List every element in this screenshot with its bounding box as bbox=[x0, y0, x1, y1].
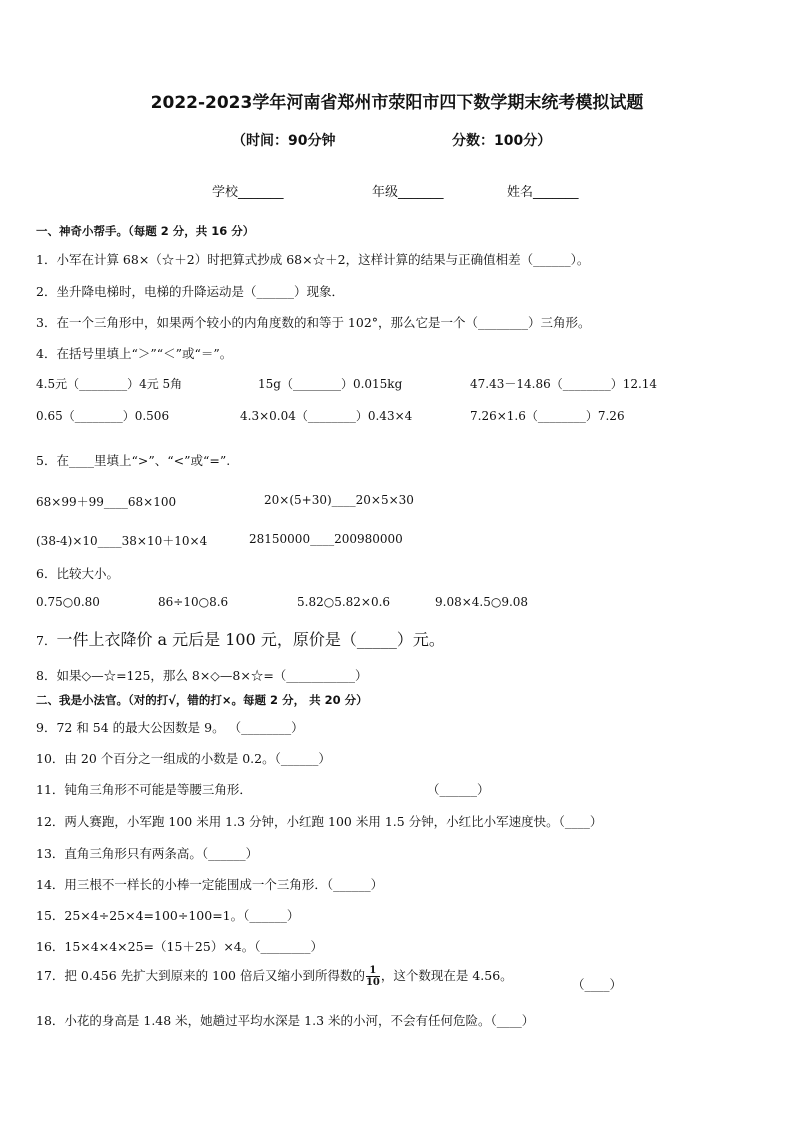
question-15: 15．25×4÷25×4=100÷100=1。（______） bbox=[36, 908, 300, 923]
question-8: 8．如果◇—☆=125，那么 8×◇—8×☆=（___________） bbox=[36, 668, 368, 683]
fraction-denominator: 10 bbox=[365, 977, 380, 988]
q7-number: 7． bbox=[36, 633, 57, 648]
question-13: 13．直角三角形只有两条高。（______） bbox=[36, 846, 259, 861]
question-3: 3．在一个三角形中，如果两个较小的内角度数的和等于 102°，那么它是一个（________）三角形。 bbox=[36, 315, 591, 330]
q6-item: 0.75○0.80 bbox=[36, 595, 100, 609]
exam-time: （时间：90分钟 bbox=[232, 133, 336, 149]
question-4: 4．在括号里填上“＞”“＜”或“＝”。 bbox=[36, 346, 233, 361]
q11-text: 11．钝角三角形不可能是等腰三角形． bbox=[36, 782, 252, 797]
question-1: 1．小军在计算 68×（☆＋2）时把算式抄成 68×☆＋2，这样计算的结果与正确值相差（______）。 bbox=[36, 252, 590, 267]
fraction bbox=[366, 965, 380, 988]
section1-heading: 一、神奇小帮手。（每题 2 分，共 16 分） bbox=[36, 224, 255, 238]
fraction-numerator: 1 bbox=[366, 965, 380, 977]
q4-item: 47.43－14.86（________）12.14 bbox=[470, 377, 658, 391]
question-5: 5．在____里填上“>”、“<”或“=”. bbox=[36, 453, 231, 468]
q4-item: 7.26×1.6（________）7.26 bbox=[470, 409, 625, 423]
q4-item: 4.5元（________）4元 5角 bbox=[36, 377, 183, 391]
question-17 bbox=[36, 965, 513, 988]
q4-item: 4.3×0.04（________）0.43×4 bbox=[240, 409, 413, 423]
question-7 bbox=[36, 627, 445, 650]
grade-field: 年级_______ bbox=[372, 185, 444, 200]
q5-item: 28150000____200980000 bbox=[249, 532, 403, 546]
section2-heading: 二、我是小法官。（对的打√，错的打×。每题 2 分， 共 20 分） bbox=[36, 693, 368, 707]
question-18: 18．小花的身高是 1.48 米，她趟过平均水深是 1.3 米的小河，不会有任何危险。（____） bbox=[36, 1013, 535, 1028]
q6-item: 5.82○5.82×0.6 bbox=[297, 595, 391, 609]
question-10: 10．由 20 个百分之一组成的小数是 0.2。（______） bbox=[36, 751, 331, 766]
exam-score: 分数：100分） bbox=[452, 133, 552, 149]
q5-item: (38-4)×10____38×10＋10×4 bbox=[36, 534, 208, 548]
q5-item: 68×99＋99____68×100 bbox=[36, 495, 177, 509]
q5-item: 20×(5+30)____20×5×30 bbox=[264, 493, 414, 507]
question-16: 16．15×4×4×25=（15＋25）×4。（________） bbox=[36, 939, 324, 954]
q11-blank: （______） bbox=[427, 782, 490, 797]
question-9: 9．72 和 54 的最大公因数是 9。 （________） bbox=[36, 720, 304, 735]
page-title: 2022-2023学年河南省郑州市荥阳市四下数学期末统考模拟试题 bbox=[150, 93, 644, 113]
q6-item: 86÷10○8.6 bbox=[158, 595, 229, 609]
exam-meta bbox=[0, 130, 794, 152]
question-11 bbox=[36, 780, 252, 798]
q4-item: 0.65（________）0.506 bbox=[36, 409, 170, 423]
school-field: 学校_______ bbox=[212, 185, 284, 200]
name-field: 姓名_______ bbox=[507, 185, 579, 200]
question-6: 6．比较大小。 bbox=[36, 566, 119, 581]
q17-text-before: 17．把 0.456 先扩大到原来的 100 倍后又缩小到所得数的 bbox=[36, 968, 365, 983]
question-14: 14．用三根不一样长的小棒一定能围成一个三角形．（______） bbox=[36, 877, 384, 892]
q4-item: 15g（________）0.015kg bbox=[258, 377, 403, 391]
q6-item: 9.08×4.5○9.08 bbox=[435, 595, 529, 609]
question-12: 12．两人赛跑，小军跑 100 米用 1.3 分钟，小红跑 100 米用 1.5 分钟，小红比小军速度快。（____） bbox=[36, 814, 603, 829]
question-2: 2．坐升降电梯时，电梯的升降运动是（______）现象． bbox=[36, 284, 344, 299]
q17-blank: （____） bbox=[572, 977, 623, 992]
q17-text-after: ，这个数现在是 4.56。 bbox=[380, 968, 513, 983]
q7-text: 一件上衣降价 a 元后是 100 元，原价是（_____）元。 bbox=[56, 630, 445, 649]
